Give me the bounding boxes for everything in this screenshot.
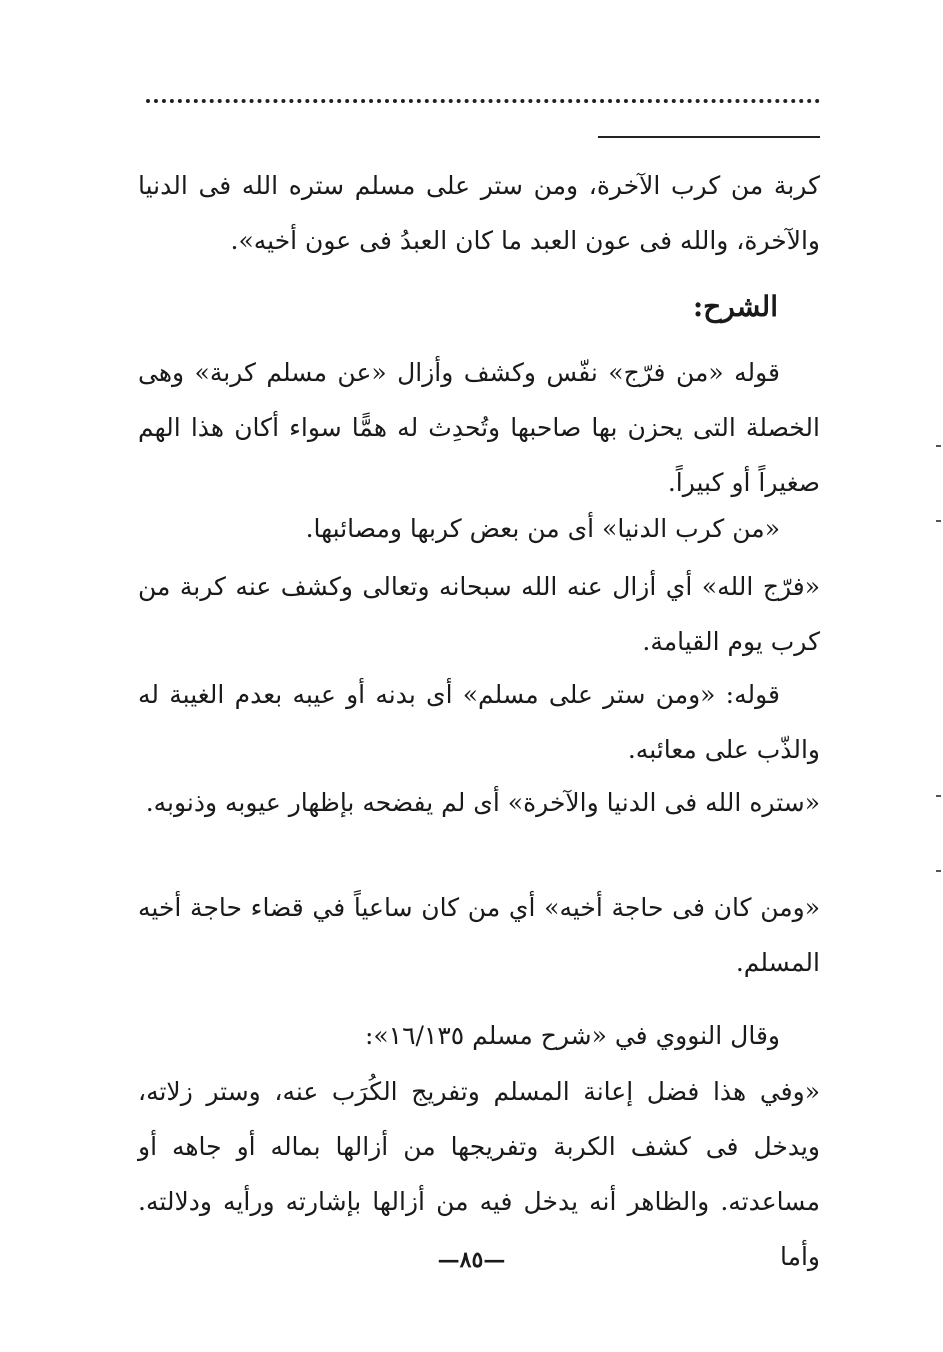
edge-mark	[936, 870, 941, 872]
edge-mark	[936, 445, 941, 447]
paragraph-explanation-2: «من كرب الدنيا» أى من بعض كربها ومصائبها.	[305, 514, 780, 543]
paragraph-nawawi-quote: «وفي هذا فضل إعانة المسلم وتفريج الكُرَب عنه، وستر زلاته، ويدخل فى كشف الكربة وتفريجها من أزالها بماله أو جاهه أو مساعدته. والظاهر أنه يدخل فيه من أزالها بإشارته ورأيه ودلالته. وأما	[138, 1077, 820, 1271]
short-rule	[598, 136, 820, 138]
paragraph-explanation-3: «فرّج الله» أي أزال عنه الله سبحانه وتعالى وكشف عنه كربة من كرب يوم القيامة.	[138, 572, 820, 656]
paragraph-explanation-6: «ومن كان فى حاجة أخيه» أي من كان ساعياً في قضاء حاجة أخيه المسلم.	[138, 893, 820, 977]
paragraph-explanation-4: قوله: «ومن ستر على مسلم» أى بدنه أو عيبه بعدم الغيبة له والذّب على معائبه.	[138, 680, 820, 764]
section-heading: الشرح:	[692, 290, 778, 323]
dotted-separator	[146, 99, 820, 103]
paragraph-hadith-end: كربة من كرب الآخرة، ومن ستر على مسلم ستره الله فى الدنيا والآخرة، والله فى عون العبد ما كان العبدُ فى عون أخيه».	[138, 171, 820, 255]
paragraph-nawawi-intro: وقال النووي في «شرح مسلم ١٦/١٣٥»:	[364, 1021, 780, 1050]
paragraph-explanation-5: «ستره الله فى الدنيا والآخرة» أى لم يفضحه بإظهار عيوبه وذنوبه.	[145, 788, 820, 817]
page-number: —٨٥—	[437, 1247, 506, 1273]
paragraph-explanation-1: قوله «من فرّج» نفّس وكشف وأزال «عن مسلم كربة» وهى الخصلة التى يحزن بها صاحبها وتُحدِث له همًّا سواء أكان هذا الهم صغيراً أو كبيراً.	[138, 358, 820, 497]
edge-mark	[936, 520, 941, 522]
edge-mark	[936, 795, 941, 797]
